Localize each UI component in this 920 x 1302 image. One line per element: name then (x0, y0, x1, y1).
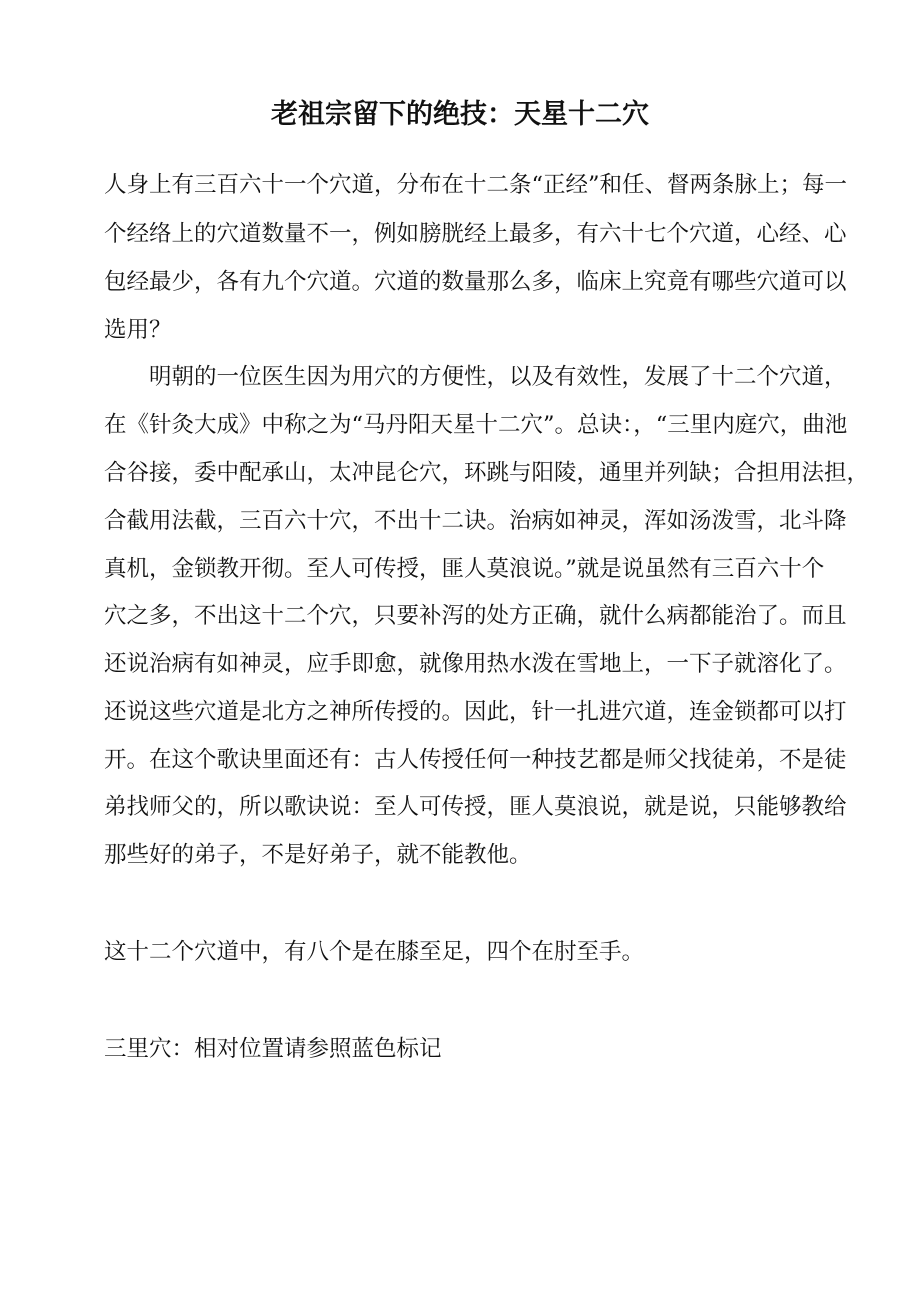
paragraph-line: 合截用法截，三百六十穴，不出十二诀。治病如神灵，浑如汤泼雪，北斗降 (104, 508, 847, 534)
paragraph-line: 包经最少，各有九个穴道。穴道的数量那么多，临床上究竟有哪些穴道可以 (104, 269, 847, 295)
paragraph-line: 穴之多，不出这十二个穴，只要补泻的处方正确，就什么病都能治了。而且 (104, 603, 847, 629)
paragraph-line: 在《针灸大成》中称之为“马丹阳天星十二穴”。总诀：，“三里内庭穴，曲池 (104, 412, 848, 438)
paragraph-line: 还说这些穴道是北方之神所传授的。因此，针一扎进穴道，连金锁都可以打 (104, 699, 847, 725)
paragraph-line: 那些好的弟子，不是好弟子，就不能教他。 (104, 842, 532, 868)
paragraph-line: 弟找师父的，所以歌诀说：至人可传授，匪人莫浪说，就是说，只能够教给 (104, 794, 847, 820)
paragraph-line: 明朝的一位医生因为用穴的方便性，以及有效性，发展了十二个穴道， (104, 364, 847, 390)
paragraph-line: 个经络上的穴道数量不一，例如膀胱经上最多，有六十七个穴道，心经、心 (104, 221, 847, 247)
document-title: 老祖宗留下的绝技：天星十二穴 (271, 99, 649, 130)
paragraph-line: 开。在这个歌诀里面还有：古人传授任何一种技艺都是师父找徒弟，不是徒 (104, 747, 847, 773)
paragraph-line: 真机，金锁教开彻。至人可传授，匪人莫浪说。”就是说虽然有三百六十个 (104, 556, 825, 582)
paragraph-line: 这十二个穴道中，有八个是在膝至足，四个在肘至手。 (104, 939, 645, 965)
paragraph-line: 还说治病有如神灵，应手即愈，就像用热水泼在雪地上，一下子就溶化了。 (104, 651, 847, 677)
paragraph-line: 人身上有三百六十一个穴道，分布在十二条“正经”和任、督两条脉上；每一 (104, 172, 848, 198)
paragraph-line: 合谷接，委中配承山，太冲昆仑穴，环跳与阳陵，通里并列缺；合担用法担， (104, 460, 870, 486)
paragraph-line: 三里穴：相对位置请参照蓝色标记 (104, 1036, 442, 1062)
paragraph-line: 选用？ (104, 317, 172, 343)
